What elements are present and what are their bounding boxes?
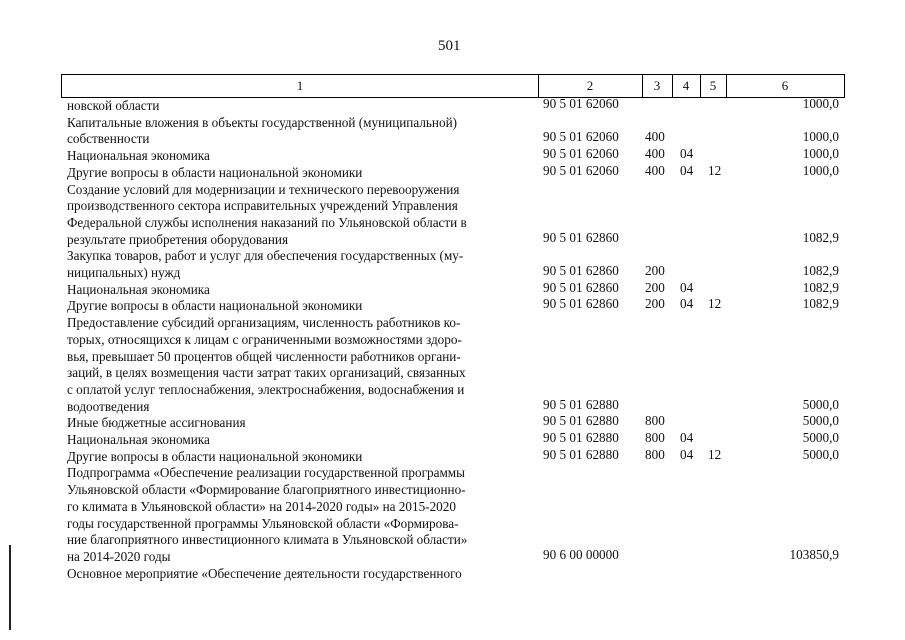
row-code: 90 5 01 62060 (543, 146, 619, 162)
row-code: 90 6 00 00000 (543, 546, 619, 562)
row-description-line: Создание условий для модернизации и технического перевооружения (67, 181, 460, 197)
row-description-line: Предоставление субсидий организациям, численность работников ко- (67, 315, 461, 331)
row-col-3: 400 (645, 162, 665, 178)
row-col-3: 800 (645, 446, 665, 462)
row-code: 90 5 01 62060 (543, 129, 619, 145)
row-code: 90 5 01 62880 (543, 396, 619, 412)
row-description-line: ние благоприятного инвестиционного климата в Ульяновской области» (67, 532, 468, 548)
row-col-3: 400 (645, 146, 665, 162)
row-description-line: годы государственной программы Ульяновской области «Формирова- (67, 515, 459, 531)
row-col-3: 200 (645, 279, 665, 295)
row-code: 90 5 01 62860 (543, 263, 619, 278)
row-description-line: новской области (67, 98, 160, 113)
row-col-4: 04 (680, 446, 694, 462)
row-description-line: Национальная экономика (67, 432, 210, 447)
row-description-line: торых, относящихся к лицам с ограниченными возможностями здоро- (67, 331, 462, 347)
row-col-5: 12 (708, 446, 722, 462)
row-sum: 5000,0 (802, 446, 839, 462)
row-col-4: 04 (680, 279, 694, 295)
row-sum: 5000,0 (802, 396, 839, 412)
row-description-line: Другие вопросы в области национальной экономики (67, 164, 363, 180)
row-description-line: Основное мероприятие «Обеспечение деятельности государственного (67, 565, 462, 581)
row-description-line: го климата в Ульяновской области» на 2014-2020 годы» на 2015-2020 (67, 498, 456, 514)
row-sum: 5000,0 (802, 413, 839, 429)
row-sum: 103850,9 (789, 546, 839, 562)
row-col-4: 04 (680, 296, 694, 312)
row-col-4: 04 (680, 430, 694, 445)
header-col-2: 2 (586, 78, 594, 93)
row-description-line: производственного сектора исправительных учреждений Управления (67, 198, 458, 214)
row-description-line: Национальная экономика (67, 281, 210, 297)
row-code: 90 5 01 62880 (543, 446, 619, 462)
row-description-line: с оплатой услуг теплоснабжения, электроснабжения, водоснабжения и (67, 381, 465, 397)
margin-line (9, 545, 11, 630)
row-col-3: 800 (645, 413, 665, 429)
row-description-line: Национальная экономика (67, 148, 210, 164)
row-description-line: ниципальных) нужд (67, 265, 181, 280)
row-code: 90 5 01 62860 (543, 296, 619, 312)
row-description-line: вья, превышает 50 процентов общей численности работников органи- (67, 348, 461, 364)
row-description-line: результате приобретения оборудования (67, 231, 289, 247)
row-description-line: Капитальные вложения в объекты государственной (муниципальной) (67, 114, 458, 130)
row-col-3: 800 (645, 430, 665, 445)
row-description-line: водоотведения (67, 398, 150, 414)
row-code: 90 5 01 62860 (543, 279, 619, 295)
row-description-line: Федеральной службы исполнения наказаний по Ульяновской области в (67, 214, 467, 230)
header-col-4: 4 (682, 78, 690, 93)
row-sum: 1082,9 (802, 263, 839, 278)
header-col-5: 5 (709, 78, 717, 93)
row-description-line: Закупка товаров, работ и услуг для обеспечения государственных (му- (67, 248, 464, 264)
row-code: 90 5 01 62880 (543, 430, 619, 445)
row-sum: 1000,0 (802, 129, 839, 145)
row-description-line: на 2014-2020 годы (67, 548, 171, 564)
row-description-line: Иные бюджетные ассигнования (67, 415, 246, 431)
row-col-3: 400 (645, 129, 665, 145)
row-code: 90 5 01 62880 (543, 413, 619, 429)
row-col-3: 200 (645, 263, 665, 278)
header-col-6: 6 (781, 78, 789, 93)
row-sum: 5000,0 (802, 430, 839, 445)
row-sum: 1000,0 (802, 146, 839, 162)
row-col-3: 200 (645, 296, 665, 312)
row-sum: 1082,9 (802, 279, 839, 295)
row-code: 90 5 01 62060 (543, 162, 619, 178)
row-description-line: Другие вопросы в области национальной экономики (67, 448, 363, 464)
table-header (61, 74, 845, 98)
row-description-line: Ульяновской области «Формирование благоприятного инвестиционно- (67, 482, 466, 498)
row-sum: 1082,9 (802, 229, 839, 245)
row-col-5: 12 (708, 296, 722, 312)
row-description-line: заций, в целях возмещения части затрат таких организаций, связанных (67, 365, 466, 381)
row-description-line: собственности (67, 131, 150, 147)
row-code: 90 5 01 62060 (543, 96, 619, 111)
header-col-1: 1 (296, 78, 304, 93)
row-code: 90 5 01 62860 (543, 229, 619, 245)
row-col-4: 04 (680, 162, 694, 178)
header-col-3: 3 (653, 78, 661, 93)
row-sum: 1000,0 (802, 96, 839, 111)
row-description-line: Другие вопросы в области национальной экономики (67, 298, 363, 314)
row-col-5: 12 (708, 162, 722, 178)
row-sum: 1082,9 (802, 296, 839, 312)
page-number: 501 (438, 38, 461, 54)
row-sum: 1000,0 (802, 162, 839, 178)
row-col-4: 04 (680, 146, 694, 162)
row-description-line: Подпрограмма «Обеспечение реализации государственной программы (67, 465, 465, 481)
